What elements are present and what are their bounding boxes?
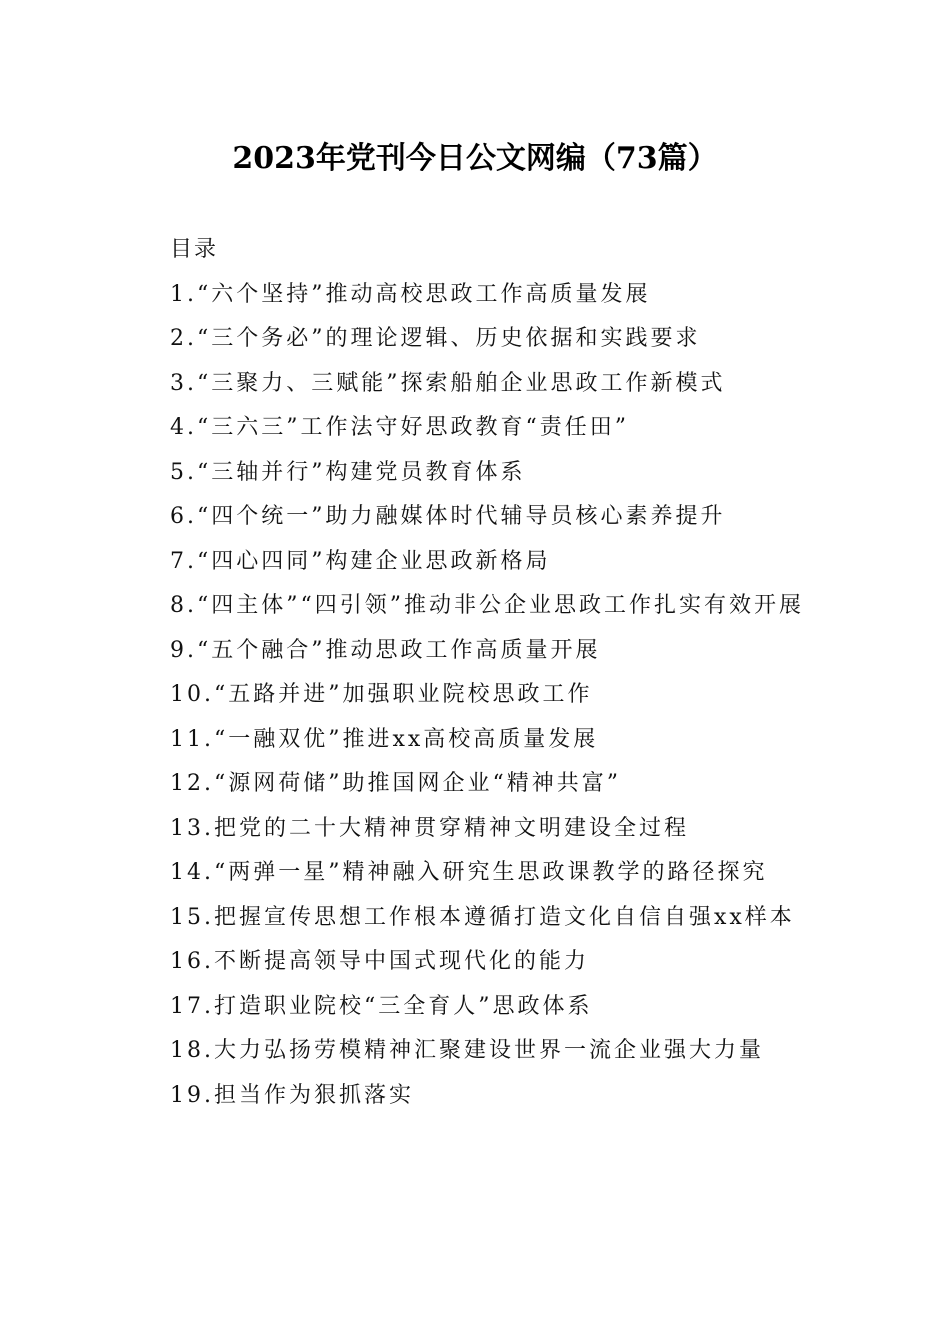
toc-item-7: 7.“四心四同”构建企业思政新格局	[170, 548, 551, 574]
toc-item-19: 19.担当作为狠抓落实	[170, 1082, 414, 1108]
toc-list	[118, 273, 830, 1119]
toc-item-14: 14.“两弹一星”精神融入研究生思政课教学的路径探究	[170, 860, 768, 885]
toc-item-12: 12.“源网荷储”助推国网企业“精神共富”	[170, 771, 621, 796]
toc-item-2: 2.“三个务必”的理论逻辑、历史依据和实践要求	[170, 326, 701, 351]
table-of-contents	[118, 228, 830, 1118]
toc-heading: 目录	[170, 237, 219, 262]
toc-item-3: 3.“三聚力、三赋能”探索船舶企业思政工作新模式	[170, 370, 726, 396]
toc-item-9: 9.“五个融合”推动思政工作高质量开展	[170, 637, 601, 663]
toc-item-18: 18.大力弘扬劳模精神汇聚建设世界一流企业强大力量	[170, 1038, 764, 1063]
toc-item-11: 11.“一融双优”推进xx高校高质量发展	[170, 726, 599, 752]
toc-item-6: 6.“四个统一”助力融媒体时代辅导员核心素养提升	[170, 504, 726, 529]
toc-item-8: 8.“四主体”“四引领”推动非公企业思政工作扎实有效开展	[170, 593, 804, 618]
toc-item-10: 10.“五路并进”加强职业院校思政工作	[170, 682, 593, 707]
toc-item-4: 4.“三六三”工作法守好思政教育“责任田”	[170, 415, 629, 440]
toc-item-1: 1.“六个坚持”推动高校思政工作高质量发展	[170, 281, 651, 307]
toc-item-16: 16.不断提高领导中国式现代化的能力	[170, 949, 589, 974]
toc-item-17: 17.打造职业院校“三全育人”思政体系	[170, 993, 593, 1019]
toc-item-5: 5.“三轴并行”构建党员教育体系	[170, 459, 526, 485]
document-title: 2023年党刊今日公文网编（73篇）	[232, 141, 718, 176]
toc-item-13: 13.把党的二十大精神贯穿精神文明建设全过程	[170, 815, 689, 841]
toc-item-15: 15.把握宣传思想工作根本遵循打造文化自信自强xx样本	[170, 904, 795, 930]
